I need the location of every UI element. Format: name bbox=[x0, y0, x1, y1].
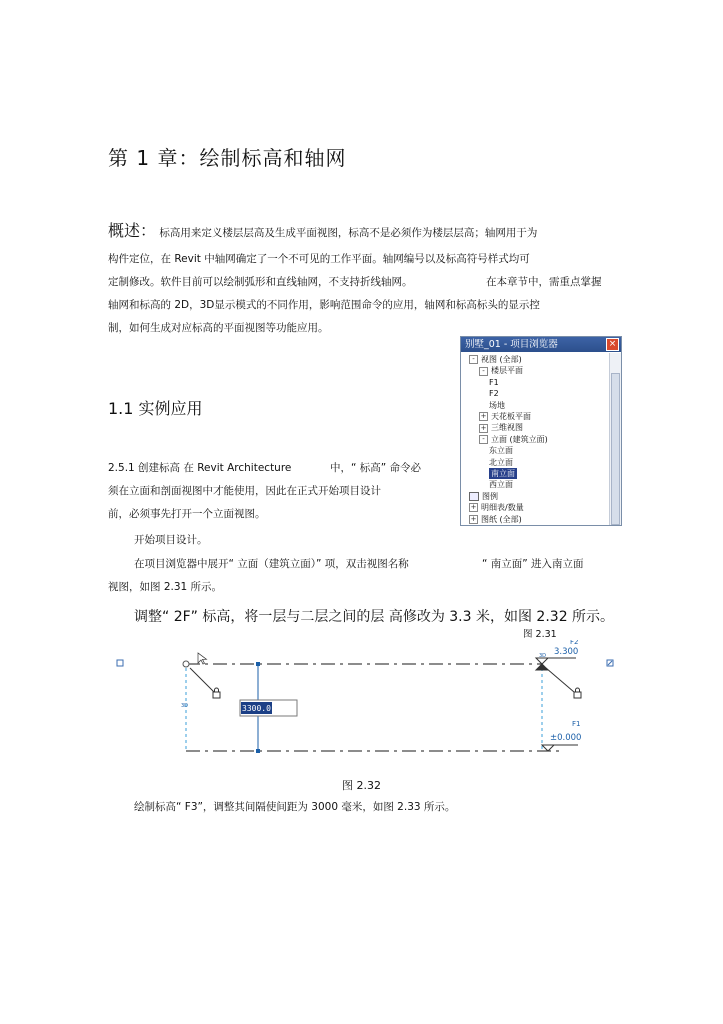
close-icon[interactable]: × bbox=[606, 338, 619, 351]
browser-tree-item[interactable] bbox=[469, 491, 498, 502]
expand-icon[interactable]: + bbox=[470, 503, 477, 512]
lock-icon-shackle bbox=[215, 688, 219, 692]
collapse-icon[interactable]: - bbox=[469, 355, 478, 364]
browser-tree-item[interactable] bbox=[489, 377, 499, 388]
para-251-line-2: 须在立面和剖面视图中才能使用，因此在正式开始项目设计 bbox=[108, 485, 381, 497]
figure-232 bbox=[110, 640, 620, 770]
browser-tree-item-label: 西立面 bbox=[489, 480, 513, 490]
expand-icon[interactable]: + bbox=[470, 514, 477, 523]
browser-tree-item-label: 楼层平面 bbox=[491, 366, 523, 376]
browser-tree-item[interactable] bbox=[469, 502, 524, 513]
browser-tree-item-label: 图纸 (全部) bbox=[481, 514, 522, 524]
fig-232-caption: 图 2.32 bbox=[342, 779, 381, 792]
browser-tree-item[interactable] bbox=[479, 434, 548, 445]
browser-tree-item[interactable] bbox=[489, 400, 505, 411]
fig-231-caption: 图 2.31 bbox=[523, 629, 557, 640]
browser-tree-item-label: 东立面 bbox=[489, 446, 513, 456]
overview-line-3b: 在本章节中，需重点掌握 bbox=[486, 276, 602, 288]
level-bottom-value[interactable]: ±0.000 bbox=[550, 733, 582, 743]
view-type-icon bbox=[469, 492, 479, 501]
lock-icon[interactable] bbox=[213, 692, 220, 698]
browser-tree-item[interactable] bbox=[479, 422, 523, 433]
lock-icon-right-shackle bbox=[576, 688, 580, 692]
project-browser bbox=[460, 336, 622, 526]
browser-tree-item[interactable] bbox=[489, 457, 513, 468]
browser-tree-item[interactable] bbox=[489, 388, 499, 399]
browser-tree-item[interactable] bbox=[489, 468, 517, 479]
scrollbar-thumb[interactable] bbox=[611, 373, 620, 525]
para-251-line-1b: 中，“ 标高” 命令必 bbox=[330, 462, 422, 474]
browser-tree-item[interactable] bbox=[479, 365, 523, 376]
browser-tree-item-label: 明细表/数量 bbox=[481, 503, 524, 513]
right-checkbox-check bbox=[608, 661, 612, 665]
section-title: 1.1 实例应用 bbox=[108, 399, 203, 418]
overview-line-1-text: 标高用来定义楼层层高及生成平面视图，标高不是必须作为楼层层高；轴网用于为 bbox=[159, 227, 538, 239]
browser-tree-item-label: F2 bbox=[489, 389, 499, 399]
project-browser-title: 别墅_01 - 项目浏览器 bbox=[465, 339, 558, 350]
lock-icon-right[interactable] bbox=[574, 692, 581, 698]
adjust-line: 调整“ 2F” 标高，将一层与二层之间的层 高修改为 3.3 米，如图 2.32 所示。 bbox=[134, 609, 615, 625]
browser-tree-item[interactable] bbox=[469, 514, 522, 525]
overview-line-4: 轴网和标高的 2D，3D显示模式的不同作用，影响范围命令的应用，轴网和标高标头的显示控 bbox=[108, 299, 540, 311]
chapter-title: 第 1 章：绘制标高和轴网 bbox=[108, 146, 347, 170]
dimension-value[interactable]: 3300.0 bbox=[242, 704, 271, 713]
overview-line-5: 制，如何生成对应标高的平面视图等功能应用。 bbox=[108, 322, 329, 334]
label-3d-left[interactable]: 3D bbox=[181, 703, 189, 709]
level-head-top-fill bbox=[536, 664, 548, 670]
browser-tree-item-label: F1 bbox=[489, 377, 499, 387]
last-line: 绘制标高“ F3”，调整其间隔使间距为 3000 毫米，如图 2.33 所示。 bbox=[134, 801, 456, 813]
start-design: 开始项目设计。 bbox=[134, 534, 208, 546]
label-3d-top[interactable]: 3D bbox=[539, 653, 547, 659]
para-browser-line-1a: 在项目浏览器中展开“ 立面（建筑立面）” 项，双击视图名称 bbox=[134, 558, 409, 570]
overview-label: 概述： bbox=[108, 221, 157, 240]
right-elbow-line bbox=[546, 668, 574, 692]
browser-tree-item-label: 立面 (建筑立面) bbox=[491, 434, 548, 444]
project-browser-tree bbox=[461, 353, 609, 525]
project-browser-title-bar bbox=[461, 337, 621, 352]
browser-tree-item[interactable] bbox=[489, 479, 513, 490]
browser-tree-item-label: 图例 bbox=[482, 491, 498, 501]
browser-tree-item-label: 南立面 bbox=[491, 469, 515, 478]
level-top-name[interactable]: F2 bbox=[570, 640, 579, 646]
dimension-grip-bottom[interactable] bbox=[256, 749, 260, 753]
overview-line-3a: 定制修改。软件目前可以绘制弧形和直线轴网，不支持折线轴网。 bbox=[108, 276, 413, 288]
level-head-bottom-symbol bbox=[542, 745, 554, 751]
collapse-icon[interactable]: - bbox=[479, 435, 488, 444]
expand-icon[interactable]: + bbox=[480, 412, 487, 421]
browser-tree-item[interactable] bbox=[479, 411, 531, 422]
level-bottom-name[interactable]: F1 bbox=[572, 720, 581, 728]
para-browser-line-1b: “ 南立面” 进入南立面 bbox=[482, 558, 584, 570]
browser-tree-item-label: 北立面 bbox=[489, 457, 513, 467]
browser-tree-item-label: 三维视图 bbox=[491, 423, 523, 433]
browser-tree-item[interactable] bbox=[469, 354, 522, 365]
browser-tree-item-label: 场地 bbox=[489, 400, 505, 410]
dimension-grip-top[interactable] bbox=[256, 662, 260, 666]
browser-tree-item-label: 天花板平面 bbox=[491, 412, 531, 421]
left-visibility-checkbox[interactable] bbox=[117, 660, 123, 666]
left-elbow-line bbox=[190, 668, 214, 692]
browser-tree-item[interactable] bbox=[489, 445, 513, 456]
cursor-icon bbox=[198, 653, 207, 664]
para-251-line-3: 前，必须事先打开一个立面视图。 bbox=[108, 508, 266, 520]
expand-icon[interactable]: + bbox=[480, 423, 487, 432]
para-browser-line-2: 视图，如图 2.31 所示。 bbox=[108, 581, 223, 593]
para-251-line-1a: 2.5.1 创建标高 在 Revit Architecture bbox=[108, 462, 292, 474]
project-browser-scrollbar[interactable] bbox=[609, 353, 621, 525]
overview-line-2: 构件定位，在 Revit 中轴网确定了一个不可见的工作平面。轴网编号以及标高符号样式均可 bbox=[108, 253, 530, 265]
overview-line-1 bbox=[108, 221, 538, 240]
left-endpoint-handle[interactable] bbox=[183, 661, 189, 667]
level-top-value[interactable]: 3.300 bbox=[554, 647, 579, 657]
browser-tree-item-label: 视图 (全部) bbox=[481, 355, 522, 364]
collapse-icon[interactable]: - bbox=[479, 367, 488, 376]
